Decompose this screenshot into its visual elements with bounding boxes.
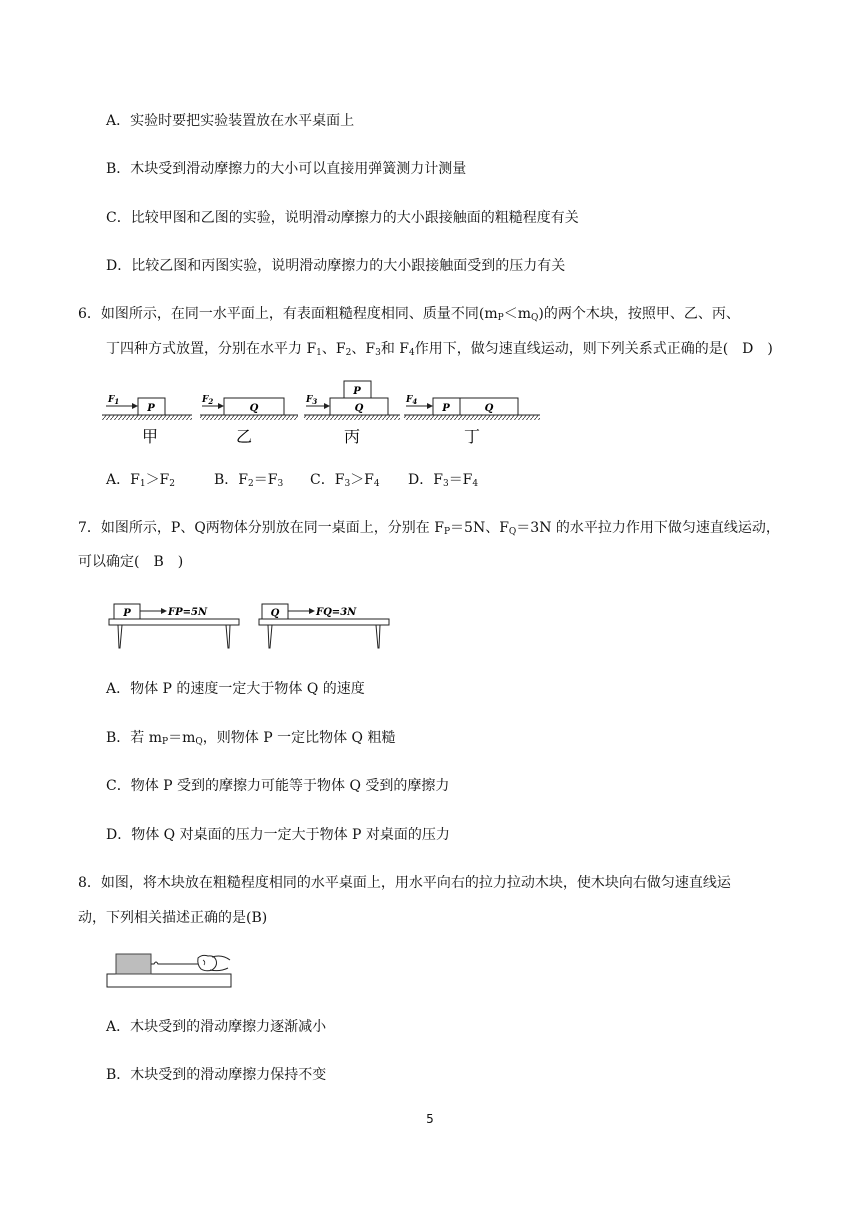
q6-option-c: C．$F_3>F_4$ — [310, 472, 380, 489]
figure-label: 丙 — [343, 427, 361, 446]
q8-figure — [106, 948, 236, 992]
q7-option-a: A．物体 P 的速度一定大于物体 Q 的速度 — [106, 681, 365, 697]
block-label: P — [147, 403, 155, 414]
q7-figure — [108, 598, 393, 652]
q6-stem-line2: 丁四种方式放置，分别在水平力 $F_1$、$F_2$、$F_3$和 $F_4$作用下，做匀速直线运动，则下列关系式正确的是( D ) — [106, 341, 773, 358]
q7-table-p — [109, 604, 239, 648]
svg-text:Q: Q — [270, 608, 280, 619]
figure-label: 甲 — [141, 427, 159, 446]
q6-fig-bing — [304, 381, 400, 446]
q6-option-a: A．$F_1>F_2$ — [106, 472, 176, 489]
block-label: Q — [249, 403, 259, 414]
q6-fig-ding — [404, 395, 540, 446]
wooden-block — [116, 954, 151, 974]
table — [107, 974, 231, 987]
q5-option-b: B．木块受到滑动摩擦力的大小可以直接用弹簧测力计测量 — [106, 161, 467, 177]
q5-option-c: C．比较甲图和乙图的实验，说明滑动摩擦力的大小跟接触面的粗糙程度有关 — [106, 210, 579, 226]
q8-option-a: A．木块受到的滑动摩擦力逐渐减小 — [106, 1019, 327, 1035]
force-label: $F_1$ — [108, 395, 120, 406]
q8-stem-line2: 动，下列相关描述正确的是(B) — [78, 910, 268, 926]
figure-label: 乙 — [235, 427, 253, 446]
string — [151, 962, 201, 964]
q7-stem-line1: 7．如图所示，P、Q两物体分别放在同一桌面上，分别在 $F_P=5N$、$F_Q=3N$ 的水平拉力作用下做匀速直线运动， — [78, 520, 780, 537]
hand-icon — [198, 955, 230, 970]
q7-table-q — [259, 604, 389, 648]
q6-fig-yi — [200, 395, 298, 446]
page-number: 5 — [426, 1112, 434, 1126]
q7-stem-line2: 可以确定( B ) — [78, 554, 184, 570]
figure-label: 丁 — [463, 427, 481, 446]
block-label: Q — [484, 403, 494, 414]
q5-option-a: A．实验时要把实验装置放在水平桌面上 — [106, 113, 355, 129]
force-label-fq: FQ=3N — [316, 607, 357, 618]
q6-option-b: B．$F_2=F_3$ — [214, 472, 284, 489]
q6-fig-jia — [102, 395, 192, 446]
force-label: $F_4$ — [406, 395, 418, 406]
q5-option-d: D．比较乙图和丙图实验，说明滑动摩擦力的大小跟接触面受到的压力有关 — [106, 258, 566, 274]
force-label-fp: FP=5N — [168, 607, 208, 618]
q6-option-d: D．$F_3=F_4$ — [408, 472, 479, 489]
q8-option-b: B．木块受到的滑动摩擦力保持不变 — [106, 1067, 327, 1083]
block-label: P — [442, 403, 450, 414]
q6-stem-line1: 6．如图所示，在同一水平面上，有表面粗糙程度相同、质量不同$(m_P<m_Q)$的两个木块，按照甲、乙、丙、 — [78, 306, 740, 323]
q6-figure — [100, 378, 545, 458]
q7-option-d: D．物体 Q 对桌面的压力一定大于物体 P 对桌面的压力 — [106, 827, 450, 843]
force-label: $F_3$ — [306, 395, 318, 406]
q7-option-c: C．物体 P 受到的摩擦力可能等于物体 Q 受到的摩擦力 — [106, 778, 450, 794]
svg-text:P: P — [123, 608, 131, 619]
block-label: P — [353, 386, 361, 397]
force-label: $F_2$ — [202, 395, 214, 406]
block-label: Q — [354, 403, 364, 414]
q7-option-b: B．若 $m_P=m_Q$，则物体 P 一定比物体 Q 粗糙 — [106, 730, 396, 747]
q8-stem-line1: 8．如图，将木块放在粗糙程度相同的水平桌面上，用水平向右的拉力拉动木块，使木块向右做匀速直线运 — [78, 875, 731, 891]
